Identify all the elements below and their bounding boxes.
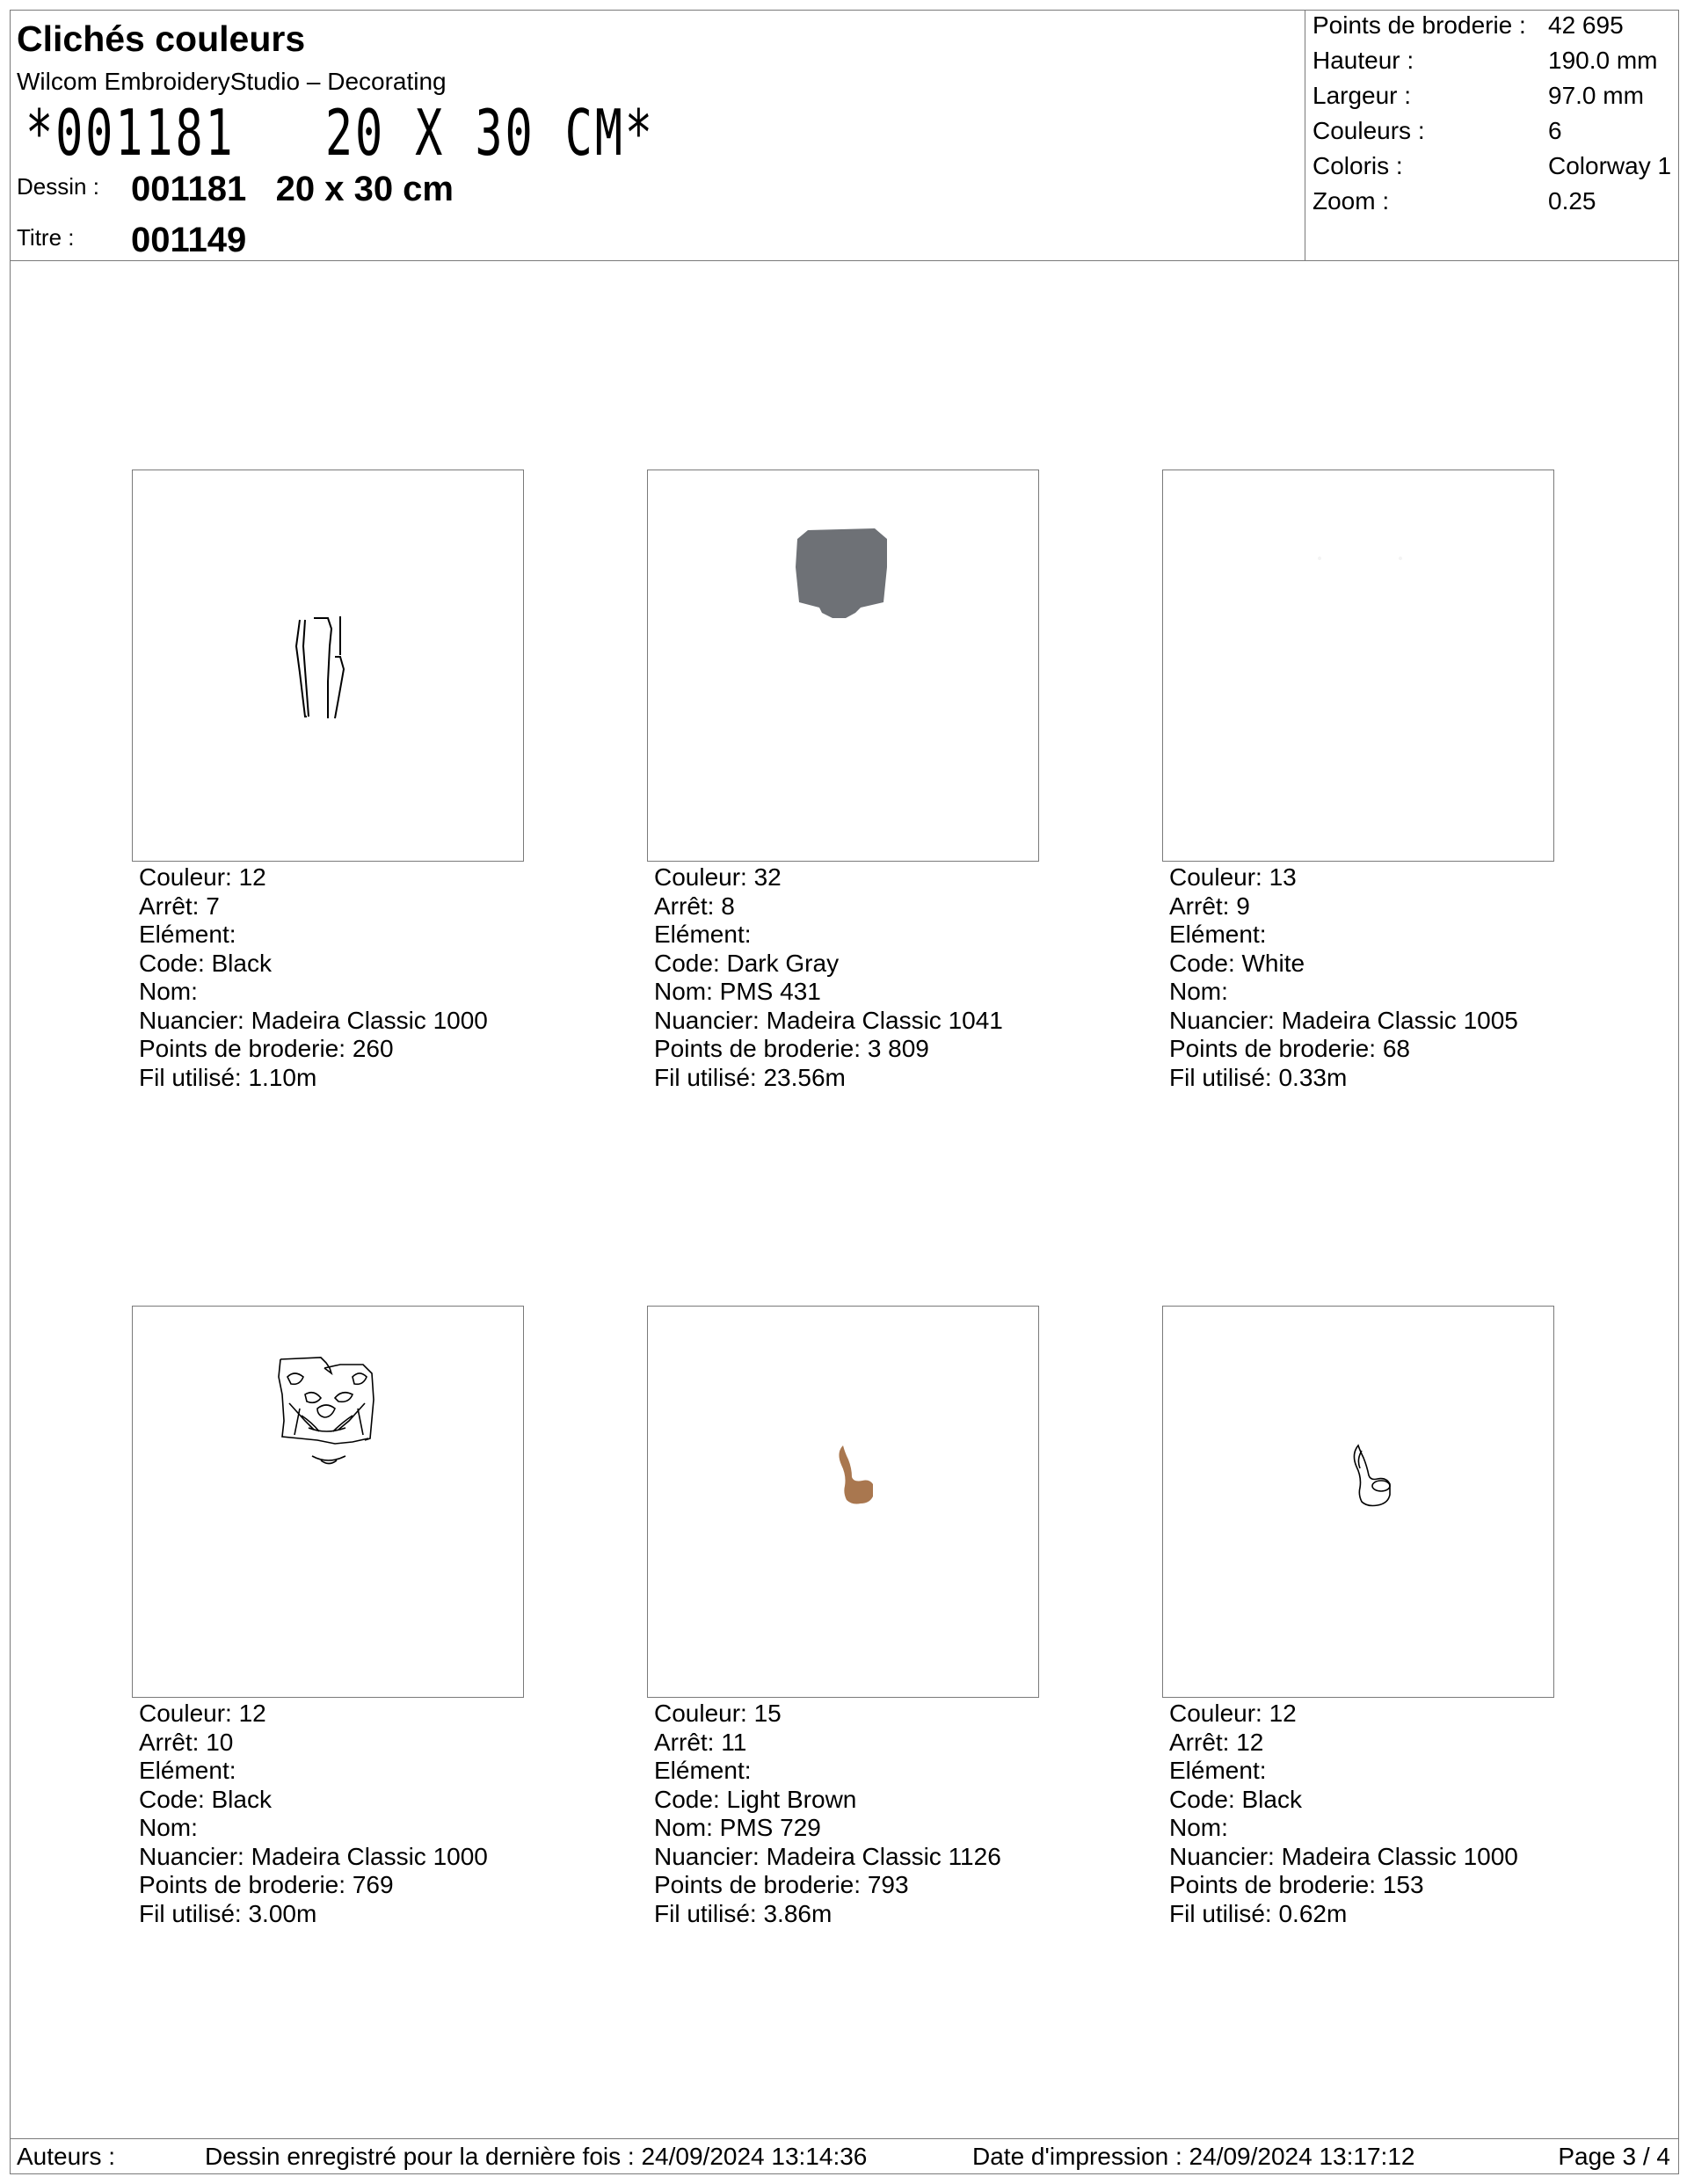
stat-row (1313, 152, 1673, 184)
swatch-chart: Nuancier: Madeira Classic 1000 (1169, 1842, 1518, 1870)
swatch-code: Code: Black (1169, 1785, 1302, 1813)
swatch-color-number: Couleur: 13 (1169, 863, 1297, 891)
swatch-name: Nom: PMS 431 (654, 978, 821, 1005)
document-title: Clichés couleurs (17, 18, 306, 59)
swatch-stitches: Points de broderie: 68 (1169, 1035, 1410, 1062)
swatch-stitches: Points de broderie: 260 (139, 1035, 394, 1062)
footer-print-date: Date d'impression : 24/09/2024 13:17:12 (972, 2143, 1415, 2170)
stat-value: 6 (1548, 117, 1562, 144)
swatch-chart: Nuancier: Madeira Classic 1041 (654, 1006, 1003, 1034)
swatch-thread: Fil utilisé: 0.62m (1169, 1899, 1348, 1927)
stat-value: 190.0 mm (1548, 47, 1658, 74)
pipe-outline-icon (1163, 1307, 1554, 1698)
swatch-thread: Fil utilisé: 3.86m (654, 1899, 833, 1927)
swatch-color-number: Couleur: 12 (1169, 1700, 1297, 1727)
swatch-element: Elément: (654, 921, 752, 948)
swatch-chart: Nuancier: Madeira Classic 1005 (1169, 1006, 1518, 1034)
stat-row (1313, 11, 1673, 43)
swatch-preview (132, 470, 524, 862)
swatch-thread: Fil utilisé: 0.33m (1169, 1063, 1348, 1091)
swatch-element: Elément: (139, 921, 236, 948)
swatch-stitches: Points de broderie: 3 809 (654, 1035, 929, 1062)
swatch-thread: Fil utilisé: 23.56m (654, 1063, 846, 1091)
swatch-element: Elément: (139, 1757, 236, 1784)
footer-saved-date: Dessin enregistré pour la dernière fois : 24/09/2024 13:14:36 (205, 2143, 868, 2170)
footer-authors: Auteurs : (17, 2143, 116, 2170)
face-outline-icon (133, 1307, 524, 1698)
swatch-chart: Nuancier: Madeira Classic 1000 (139, 1006, 488, 1034)
swatch-code: Code: White (1169, 949, 1305, 977)
swatch-stop: Arrêt: 7 (139, 892, 220, 920)
design-label: Dessin : (17, 173, 99, 200)
swatch-preview (647, 470, 1039, 862)
swatch-preview (132, 1306, 524, 1698)
swatch-info (1169, 1700, 1556, 1928)
title-value: 001149 (131, 221, 247, 259)
design-value: 001181 20 x 30 cm (131, 170, 454, 208)
stat-row (1313, 47, 1673, 78)
swatch-stitches: Points de broderie: 153 (1169, 1871, 1424, 1898)
pant-outline-icon (133, 470, 524, 862)
swatch-info (654, 863, 1041, 1092)
swatch-stitches: Points de broderie: 793 (654, 1871, 909, 1898)
report-footer (10, 2138, 1679, 2174)
swatch-thread: Fil utilisé: 1.10m (139, 1063, 317, 1091)
stat-row (1313, 117, 1673, 149)
swatch-name: Nom: PMS 729 (654, 1814, 821, 1841)
stat-label: Zoom : (1313, 187, 1390, 215)
swatch-code: Code: Light Brown (654, 1785, 857, 1813)
swatch-code: Code: Black (139, 949, 272, 977)
swatch-color-number: Couleur: 15 (654, 1700, 782, 1727)
swatch-name: Nom: (1169, 978, 1228, 1005)
swatch-color-number: Couleur: 12 (139, 863, 266, 891)
swatch-name: Nom: (1169, 1814, 1228, 1841)
pipe-fill-icon (648, 1307, 1039, 1698)
stat-row (1313, 187, 1673, 219)
stat-label: Coloris : (1313, 152, 1403, 179)
swatch-preview (1162, 470, 1554, 862)
swatch-stop: Arrêt: 12 (1169, 1728, 1264, 1756)
swatch-code: Code: Black (139, 1785, 272, 1813)
swatch-chart: Nuancier: Madeira Classic 1000 (139, 1842, 488, 1870)
swatch-element: Elément: (1169, 1757, 1267, 1784)
swatch-stop: Arrêt: 11 (654, 1728, 747, 1756)
swatch-chart: Nuancier: Madeira Classic 1126 (654, 1842, 1001, 1870)
swatch-element: Elément: (654, 1757, 752, 1784)
hat-fill-icon (648, 470, 1039, 862)
swatch-thread: Fil utilisé: 3.00m (139, 1899, 317, 1927)
swatch-name: Nom: (139, 1814, 198, 1841)
swatch-info (139, 1700, 526, 1928)
swatch-code: Code: Dark Gray (654, 949, 840, 977)
stat-value: 97.0 mm (1548, 82, 1644, 109)
stat-label: Largeur : (1313, 82, 1412, 109)
stat-value: 0.25 (1548, 187, 1596, 215)
white-dots-icon (1163, 470, 1554, 862)
swatch-color-number: Couleur: 12 (139, 1700, 266, 1727)
stat-label: Points de broderie : (1313, 11, 1526, 39)
swatch-stop: Arrêt: 10 (139, 1728, 234, 1756)
stat-value: 42 695 (1548, 11, 1624, 39)
barcode-text: *001181 20 X 30 CM* (25, 96, 655, 170)
footer-page-number: Page 3 / 4 (1558, 2143, 1670, 2170)
stat-label: Couleurs : (1313, 117, 1425, 144)
stat-row (1313, 82, 1673, 113)
swatch-preview (647, 1306, 1039, 1698)
stat-label: Hauteur : (1313, 47, 1414, 74)
swatch-name: Nom: (139, 978, 198, 1005)
stat-value: Colorway 1 (1548, 152, 1672, 179)
swatch-color-number: Couleur: 32 (654, 863, 782, 891)
swatch-info (1169, 863, 1556, 1092)
swatch-stop: Arrêt: 9 (1169, 892, 1250, 920)
report-header (10, 10, 1679, 261)
title-label: Titre : (17, 224, 75, 251)
design-stats (1305, 10, 1679, 261)
swatch-info (654, 1700, 1041, 1928)
design-info (17, 13, 1309, 259)
swatch-element: Elément: (1169, 921, 1267, 948)
swatch-preview (1162, 1306, 1554, 1698)
swatch-stop: Arrêt: 8 (654, 892, 735, 920)
software-name: Wilcom EmbroideryStudio – Decorating (17, 68, 447, 95)
swatch-info (139, 863, 526, 1092)
swatch-stitches: Points de broderie: 769 (139, 1871, 394, 1898)
